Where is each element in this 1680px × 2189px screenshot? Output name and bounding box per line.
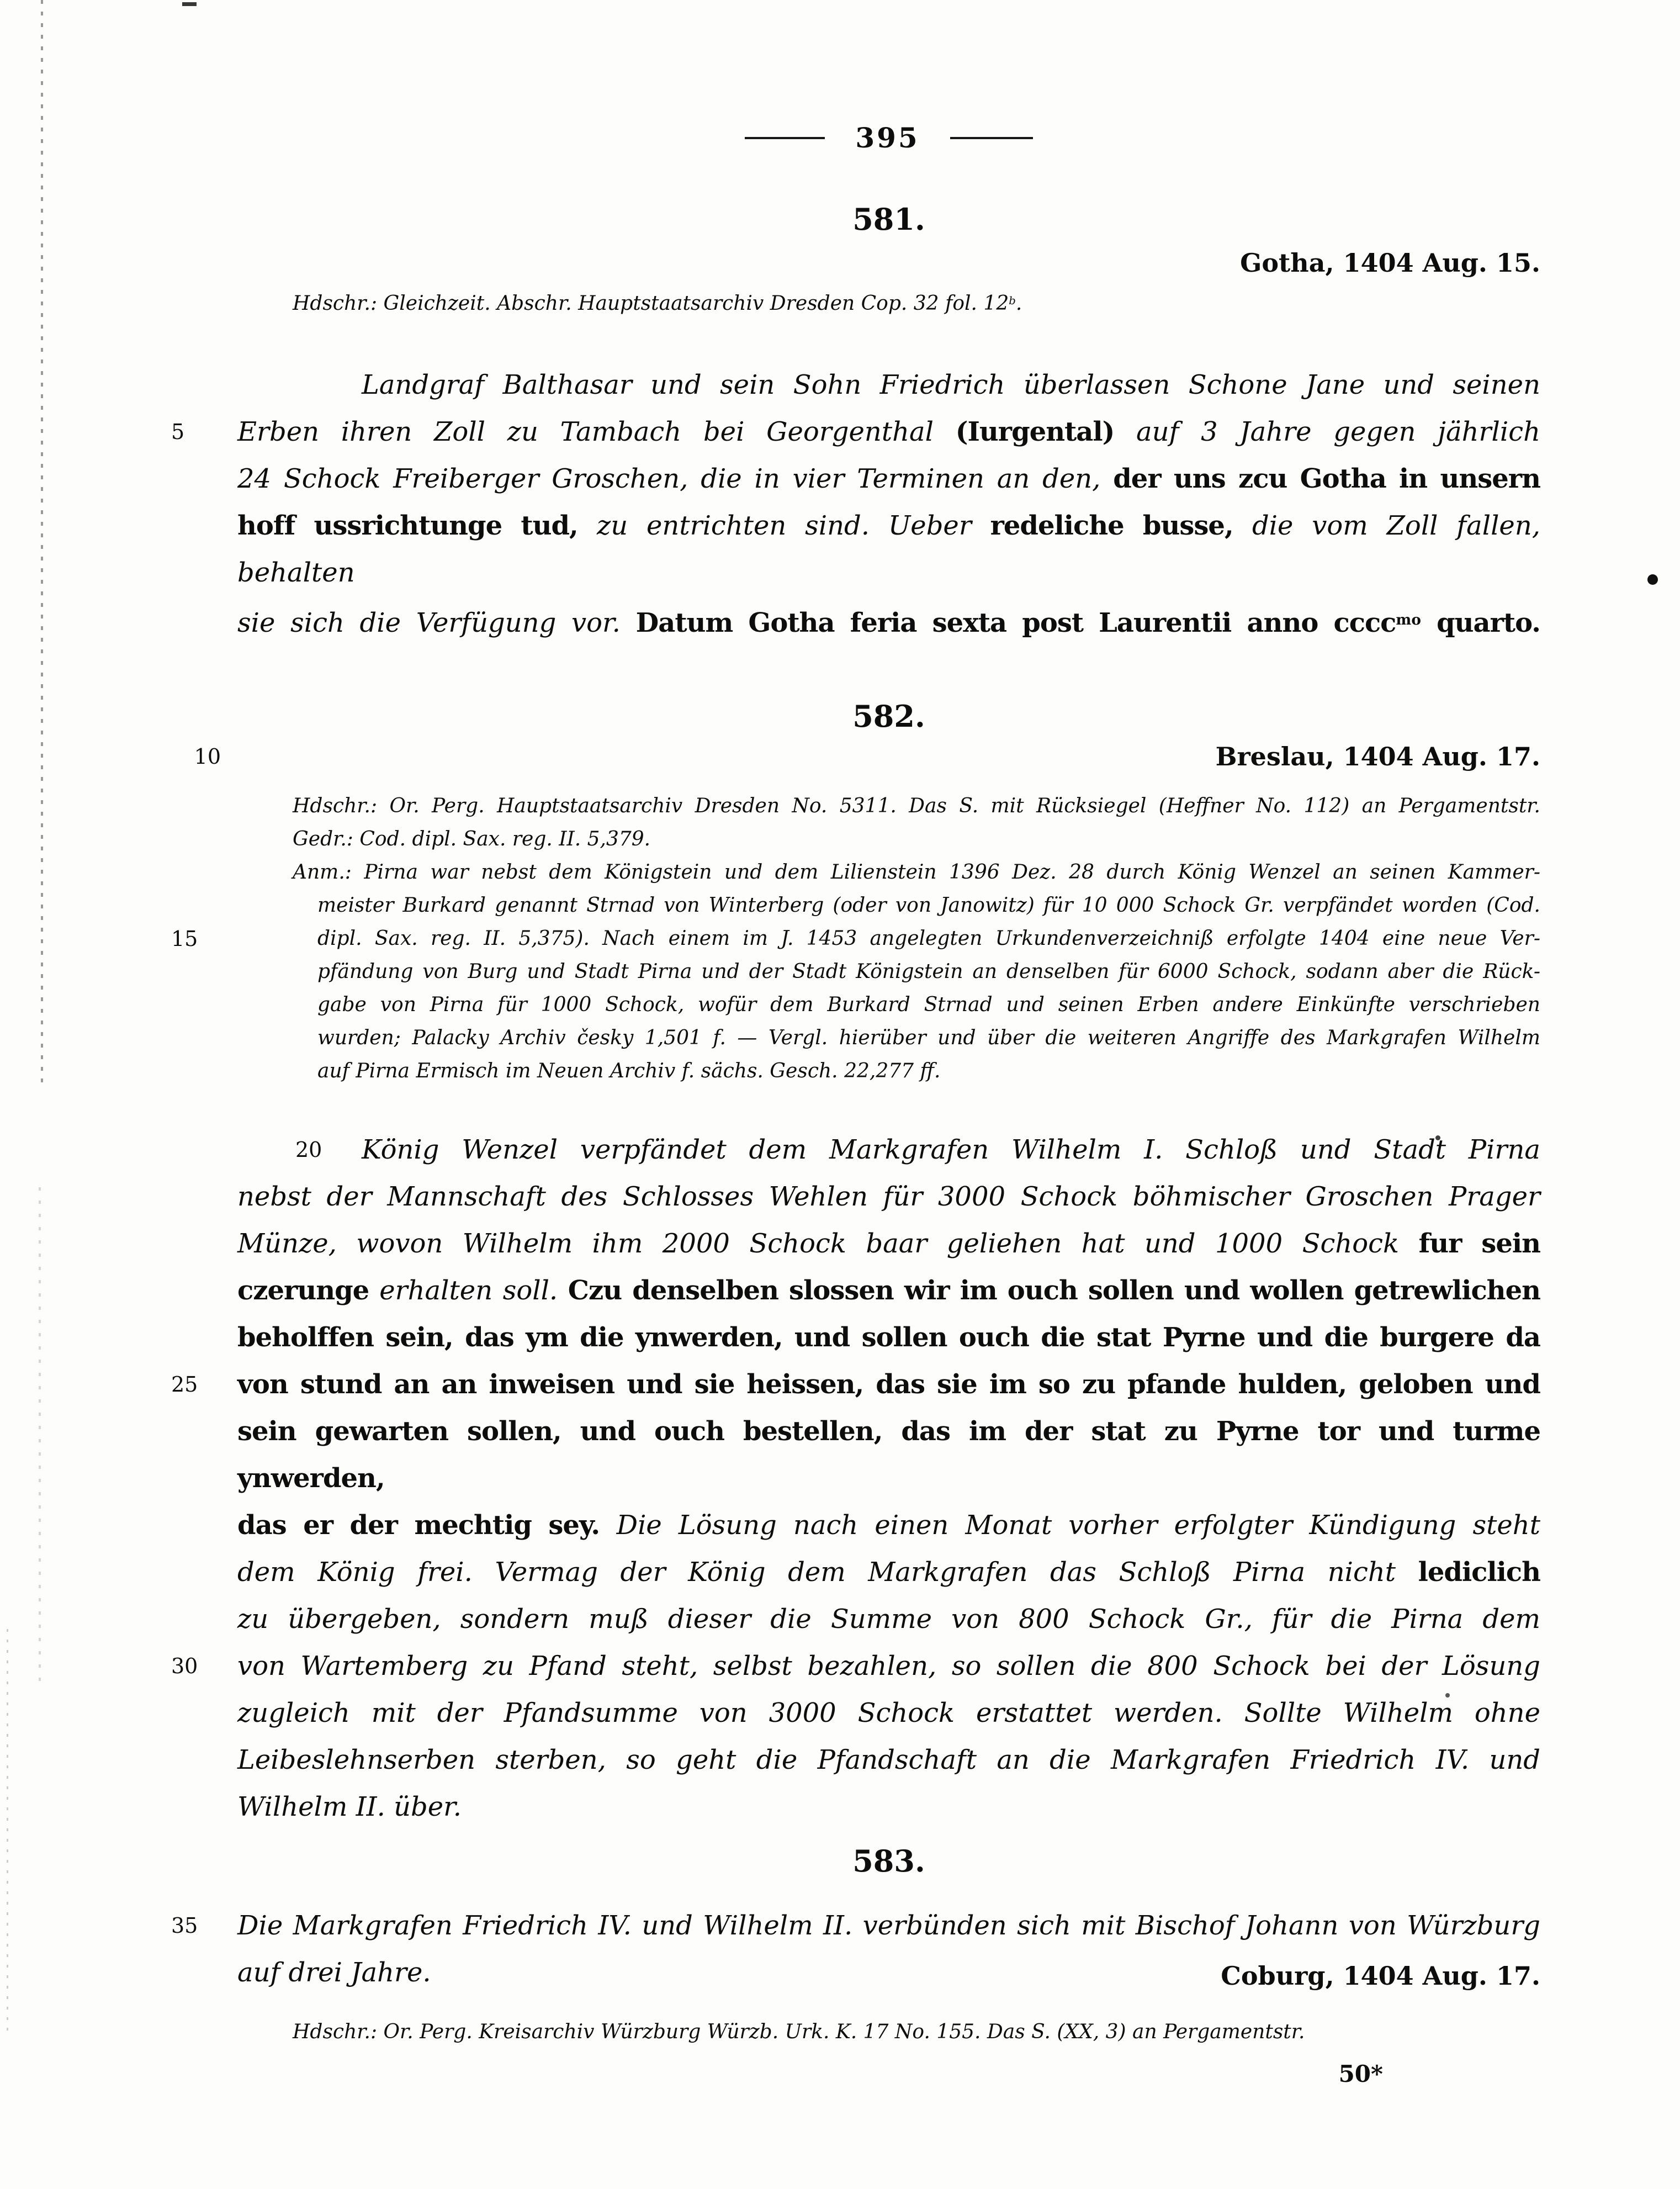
- text-segment: dipl. Sax. reg. II. 5,375). Nach einem im J. 1453 angelegten Urkundenverzeichniß erfolgte 1404 eine neue Ver-: [317, 927, 1540, 950]
- entry-583-number: 583.: [852, 1843, 925, 1879]
- text-segment: der uns zcu Gotha in unsern: [1113, 463, 1540, 494]
- text-segment: Czu denselben slossen wir im ouch sollen und wollen getrewlichen: [568, 1275, 1541, 1306]
- text-line: [293, 1055, 1540, 1088]
- text-segment: Gedr.: Cod. dipl. Sax. reg. II. 5,379.: [293, 828, 651, 850]
- text-line: [293, 2016, 1540, 2049]
- ink-dot: [1647, 574, 1658, 585]
- text-segment: czerunge: [237, 1275, 380, 1306]
- text-line: [237, 1784, 1540, 1831]
- text-segment: von stund an an inweisen und sie heissen, das sie im so zu pfande hulden, geloben und: [237, 1369, 1540, 1400]
- page-header: [237, 119, 1540, 157]
- text-line: [237, 1549, 1540, 1596]
- text-segment: gabe von Pirna für 1000 Schock, wofür dem Burkard Strnad und seinen Erben andere Einkünfte verschrieben: [317, 993, 1540, 1016]
- text-segment: König Wenzel verpfändet dem Markgrafen Wilhelm I. Schloß und Stadt Pirna: [362, 1134, 1540, 1165]
- text-segment: beholffen sein, das ym die ynwerden, und sollen ouch die stat Pyrne und die burgere da: [237, 1322, 1540, 1353]
- text-segment: pfändung von Burg und Stadt Pirna und der Stadt Königstein an denselben für 6000 Schock, sodann aber die Rück-: [317, 960, 1540, 983]
- text-line: [237, 1127, 1540, 1173]
- text-line: [237, 1267, 1540, 1314]
- text-segment: Anm.: Pirna war nebst dem Königstein und dem Lilienstein 1396 Dez. 28 durch König Wenzel an seinen Kammer-: [293, 861, 1540, 884]
- text-line: [237, 1408, 1540, 1502]
- text-segment: auf drei Jahre.: [237, 1957, 431, 1988]
- binding-artifact: [7, 1629, 8, 2038]
- text-line: [237, 503, 1540, 596]
- entry-583-place-date: Coburg, 1404 Aug. 17.: [1221, 1961, 1540, 1991]
- text-line: [237, 1173, 1540, 1220]
- entry-582-place-date: Breslau, 1404 Aug. 17.: [1215, 742, 1540, 771]
- text-line: [293, 284, 1540, 320]
- text-segment: Erben ihren Zoll zu Tambach bei Georgenthal: [237, 416, 956, 447]
- text-segment: von Wartemberg zu Pfand steht, selbst bezahlen, so sollen die 800 Schock bei der Lösung: [237, 1651, 1540, 1682]
- text-segment: Die Lösung nach einen Monat vorher erfolgter Kündigung steht: [616, 1510, 1541, 1541]
- entry-583-source: [293, 2016, 1540, 2049]
- text-segment: Leibeslehnserben sterben, so geht die Pfandschaft an die Markgrafen Friedrich IV. und: [237, 1744, 1540, 1775]
- text-line: [293, 1022, 1540, 1055]
- entry-582-body: [171, 1127, 1541, 1831]
- text-segment: mo: [1396, 611, 1421, 628]
- text-segment: erhalten soll.: [379, 1275, 568, 1306]
- text-line: [293, 955, 1540, 988]
- text-segment: b: [1009, 294, 1016, 307]
- entry-582-date-row: [194, 741, 1540, 772]
- text-line: [237, 1690, 1540, 1737]
- entry-581-number: 581.: [852, 202, 925, 237]
- line-number: 15: [171, 927, 198, 951]
- text-segment: Die Markgrafen Friedrich IV. und Wilhelm II. verbünden sich mit Bischof Johann von Würzburg: [237, 1910, 1540, 1941]
- text-segment: redeliche busse,: [990, 510, 1252, 541]
- text-line: [293, 988, 1540, 1022]
- line-number: 35: [171, 1913, 198, 1938]
- text-line: [237, 596, 1540, 647]
- text-segment: auf 3 Jahre gegen jährlich: [1114, 416, 1540, 447]
- text-line: [237, 1949, 1540, 1996]
- line-number: 25: [171, 1372, 198, 1397]
- text-segment: Hdschr.: Gleichzeit. Abschr. Hauptstaatsarchiv Dresden Cop. 32 fol. 12: [293, 292, 1009, 315]
- entry-581-body: [171, 362, 1540, 647]
- binding-artifact: [41, 0, 43, 1082]
- text-line: [171, 1361, 1540, 1408]
- entry-581-source: [293, 284, 1540, 320]
- ink-speck: [182, 2, 197, 6]
- text-segment: das er der mechtig sey.: [237, 1510, 617, 1541]
- text-segment: Wilhelm II. über.: [237, 1791, 462, 1822]
- text-line: [293, 856, 1540, 889]
- text-segment: wurden; Palacky Archiv česky 1,501 f. — Vergl. hierüber und über die weiteren Angriffe des Markgrafen Wilhelm: [317, 1027, 1540, 1049]
- text-line: [293, 790, 1540, 823]
- text-segment: Hdschr.: Or. Perg. Hauptstaatsarchiv Dresden No. 5311. Das S. mit Rücksiegel (Heffner No. 112) an Pergamentstr.: [293, 795, 1540, 817]
- entry-582-number: 582.: [852, 699, 925, 734]
- entry-582-source: [171, 790, 1540, 1088]
- line-number: 20: [295, 1138, 322, 1162]
- text-segment: Hdschr.: Or. Perg. Kreisarchiv Würzburg Würzb. Urk. K. 17 No. 155. Das S. (XX, 3) an Pergamentstr.: [293, 2021, 1305, 2043]
- entry-581-place-date: Gotha, 1404 Aug. 15.: [1240, 248, 1540, 278]
- header-rule-left: [745, 137, 825, 139]
- text-line: [293, 823, 1540, 856]
- text-segment: zugleich mit der Pfandsumme von 3000 Schock erstattet werden. Sollte Wilhelm ohne: [237, 1698, 1540, 1728]
- text-segment: quarto.: [1421, 607, 1540, 639]
- text-segment: (Iurgental): [955, 416, 1115, 447]
- header-rule-right: [950, 137, 1033, 139]
- text-segment: meister Burkard genannt Strnad von Winterberg (oder von Janowitz) für 10 000 Schock Gr. verpfändet worden (Cod.: [317, 894, 1540, 917]
- text-segment: die vom Zoll fallen, behalten: [237, 510, 1540, 588]
- text-segment: hoff ussrichtunge tud,: [237, 510, 597, 541]
- binding-artifact: [39, 1187, 41, 1684]
- text-segment: .: [1015, 292, 1022, 315]
- text-segment: auf Pirna Ermisch im Neuen Archiv f. sächs. Gesch. 22,277 ff.: [317, 1060, 941, 1082]
- line-number: 10: [194, 744, 221, 769]
- text-line: [237, 1502, 1540, 1549]
- text-segment: Münze, wovon Wilhelm ihm 2000 Schock baar geliehen hat und 1000 Schock: [237, 1228, 1419, 1259]
- text-line: [171, 1902, 1540, 1949]
- text-segment: zu entrichten sind. Ueber: [597, 510, 990, 541]
- text-line: [237, 456, 1540, 503]
- text-segment: sein gewarten sollen, und ouch bestellen, das im der stat zu Pyrne tor und turme ynwerden,: [237, 1416, 1540, 1494]
- line-number: 30: [171, 1654, 198, 1678]
- text-segment: sie sich die Verfügung vor.: [237, 607, 636, 639]
- text-line: [237, 1596, 1540, 1643]
- entry-583-body: [171, 1902, 1540, 1996]
- text-line: [237, 1737, 1540, 1784]
- text-segment: fur sein: [1418, 1228, 1540, 1259]
- text-line: [171, 409, 1540, 456]
- page-number: 395: [855, 121, 920, 154]
- text-line: [171, 922, 1540, 955]
- text-line: [171, 1643, 1540, 1690]
- line-number: 5: [171, 420, 185, 444]
- text-line: [237, 1220, 1540, 1267]
- printer-signature: 50*: [1338, 2060, 1383, 2087]
- text-segment: nebst der Mannschaft des Schlosses Wehlen für 3000 Schock böhmischer Groschen Prager: [237, 1181, 1540, 1212]
- text-line: [237, 1314, 1540, 1361]
- text-segment: lediclich: [1418, 1557, 1540, 1588]
- text-segment: zu übergeben, sondern muß dieser die Summe von 800 Schock Gr., für die Pirna dem: [237, 1604, 1540, 1635]
- text-segment: 24 Schock Freiberger Groschen, die in vier Terminen an den,: [237, 463, 1114, 494]
- text-segment: Datum Gotha feria sexta post Laurentii anno cccc: [635, 607, 1396, 639]
- text-segment: Landgraf Balthasar und sein Sohn Friedrich überlassen Schone Jane und seinen: [362, 369, 1540, 400]
- text-line: [237, 362, 1540, 409]
- text-line: [293, 889, 1540, 922]
- text-segment: dem König frei. Vermag der König dem Markgrafen das Schloß Pirna nicht: [237, 1557, 1418, 1588]
